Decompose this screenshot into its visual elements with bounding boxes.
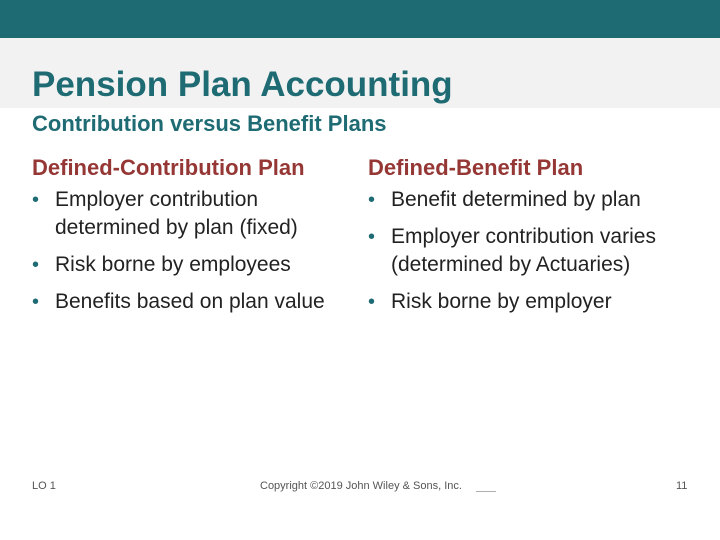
- top-accent-bar: [0, 0, 720, 38]
- defined-benefit-heading: Defined-Benefit Plan: [368, 155, 584, 180]
- defined-benefit-list: [368, 186, 698, 316]
- bullet-icon: •: [368, 291, 376, 313]
- defined-contribution-column: [32, 153, 352, 325]
- list-item: [368, 288, 698, 316]
- bullet-icon: •: [368, 189, 376, 211]
- list-item: [368, 186, 698, 214]
- defined-contribution-list: [32, 186, 352, 316]
- copyright-notice: Copyright ©2019 John Wiley & Sons, Inc.: [260, 480, 462, 492]
- bullet-icon: •: [32, 254, 40, 276]
- bullet-text: Benefit determined by plan: [391, 188, 641, 211]
- list-item: [32, 251, 352, 279]
- bullet-text: Employer contribution varies (determined by Actuaries): [391, 225, 656, 276]
- slide-subtitle: Contribution versus Benefit Plans: [32, 111, 387, 136]
- defined-benefit-column: [368, 153, 698, 325]
- bullet-icon: •: [32, 291, 40, 313]
- learning-objective-label: LO 1: [32, 480, 56, 492]
- list-item: [32, 186, 352, 242]
- bullet-text: Employer contribution determined by plan (fixed): [55, 188, 298, 239]
- bullet-text: Benefits based on plan value: [55, 290, 325, 313]
- bullet-icon: •: [368, 226, 376, 248]
- bullet-icon: •: [32, 189, 40, 211]
- slide-title: Pension Plan Accounting: [32, 65, 453, 104]
- footer-divider: [476, 491, 496, 492]
- bullet-text: Risk borne by employees: [55, 253, 291, 276]
- list-item: [368, 223, 698, 279]
- page-number: 11: [676, 480, 688, 492]
- bullet-text: Risk borne by employer: [391, 290, 612, 313]
- defined-contribution-heading: Defined-Contribution Plan: [32, 155, 305, 180]
- list-item: [32, 288, 352, 316]
